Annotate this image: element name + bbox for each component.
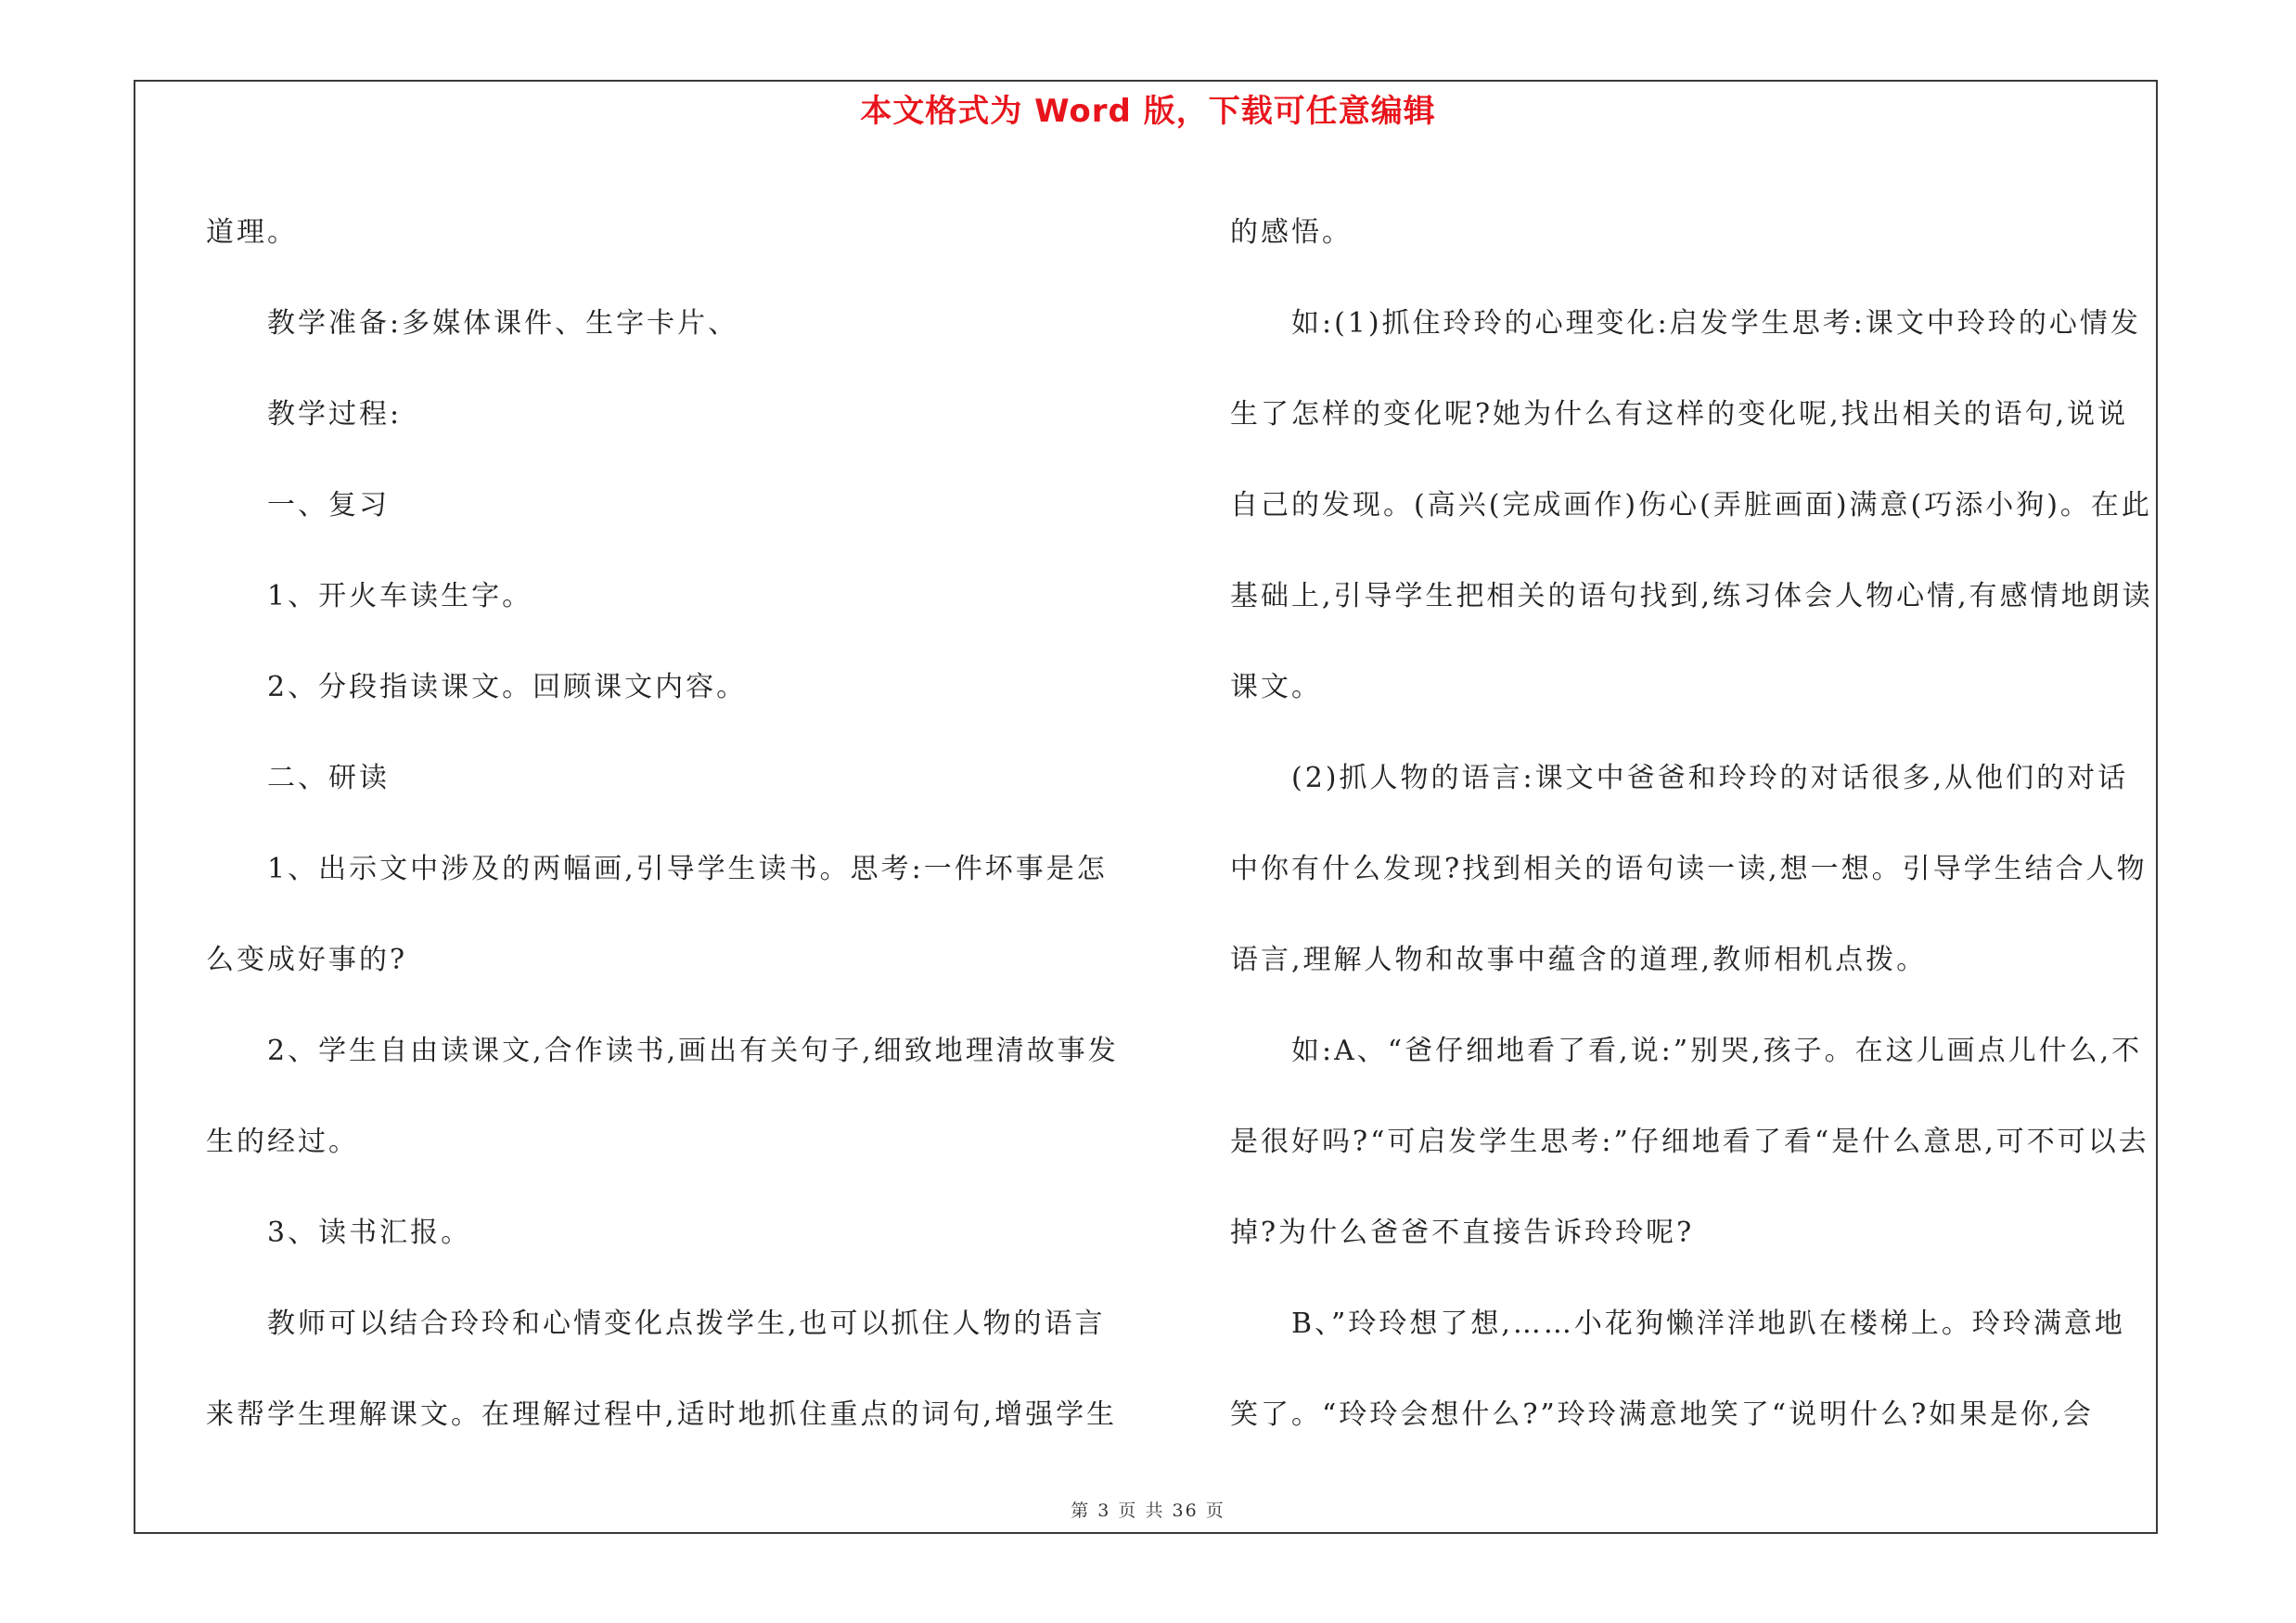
right-column — [1230, 187, 2153, 1461]
header-banner: 本文格式为 Word 版，下载可任意编辑 — [860, 93, 1436, 130]
paragraph: 如:A、“爸仔细地看了看,说:”别哭,孩子。在这儿画点儿什么,不是很好吗?“可启发学生思考:”仔细地看了看“是什么意思,可不可以去掉?为什么爸爸不直接告诉玲玲呢? — [1230, 1035, 2149, 1249]
paragraph: 2、学生自由读课文,合作读书,画出有关句子,细致地理清故事发生的经过。 — [206, 1035, 1119, 1158]
paragraph: (2)抓人物的语言:课文中爸爸和玲玲的对话很多,从他们的对话中你有什么发现?找到相关的语句读一读,想一想。引导学生结合人物语言,理解人物和故事中蕴含的道理,教师相机点拨。 — [1230, 762, 2148, 976]
paragraph: 3、读书汇报。 — [267, 1217, 472, 1249]
paragraph: 的感悟。 — [1230, 216, 1353, 249]
paragraph: B、”玲玲想了想,……小花狗懒洋洋地趴在楼梯上。玲玲满意地笑了。“玲玲会想什么?”玲玲满意地笑了“说明什么?如果是你,会 — [1230, 1307, 2125, 1431]
paragraph: 教学过程: — [267, 398, 403, 431]
paragraph: 如:(1)抓住玲玲的心理变化:启发学生思考:课文中玲玲的心情发生了怎样的变化呢?她为什么有这样的变化呢,找出相关的语句,说说自己的发现。(高兴(完成画作)伤心(弄脏画面)满意(巧添小狗)。在此基础上,引导学生把相关的语句找到,练习体会人物心情,有感情地朗读课文。 — [1230, 307, 2153, 703]
paragraph: 1、出示文中涉及的两幅画,引导学生读书。思考:一件坏事是怎么变成好事的? — [206, 853, 1108, 976]
paragraph: 道理。 — [206, 216, 298, 249]
section-heading: 一、复习 — [267, 489, 390, 522]
section-heading: 二、研读 — [267, 762, 390, 794]
page-number-footer: 第 3 页 共 36 页 — [1071, 1501, 1225, 1521]
left-column — [206, 187, 1129, 1461]
paragraph: 1、开火车读生字。 — [267, 580, 533, 612]
paragraph: 2、分段指读课文。回顾课文内容。 — [267, 671, 748, 703]
paragraph: 教学准备:多媒体课件、生字卡片、 — [267, 307, 739, 340]
paragraph: 教师可以结合玲玲和心情变化点拨学生,也可以抓住人物的语言来帮学生理解课文。在理解过程中,适时地抓住重点的词句,增强学生 — [206, 1307, 1118, 1431]
